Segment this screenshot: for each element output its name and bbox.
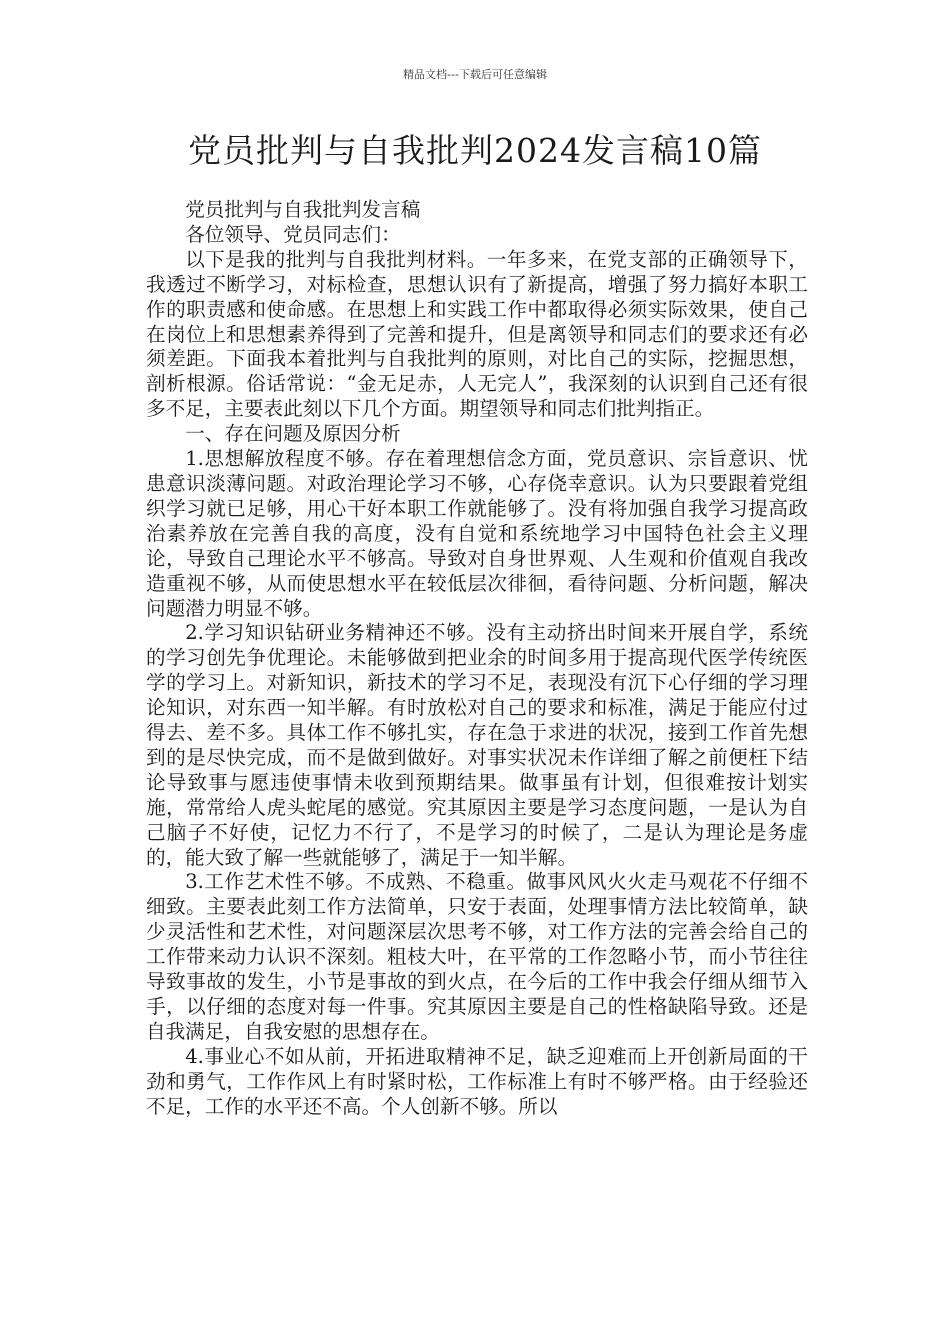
- body-paragraph-point-4: 4.事业心不如从前，开拓进取精神不足，缺乏迎难而上开创新局面的干劲和勇气，工作作风上有时紧时松，工作标准上有时不够严格。由于经验还不足，工作的水平还不高。个人创新不够。所以: [146, 1044, 808, 1118]
- document-body: [146, 198, 808, 1120]
- body-salutation: 各位领导、党员同志们：: [185, 222, 401, 246]
- document-title: 党员批判与自我批判2024发言稿10篇: [188, 131, 762, 170]
- body-paragraph-point-1: 1.思想解放程度不够。存在着理想信念方面，党员意识、宗旨意识、忧患意识淡薄问题。对政治理论学习不够，心存侥幸意识。认为只要跟着党组织学习就已足够，用心干好本职工作就能够了。没有将加强自我学习提高政治素养放在完善自我的高度，没有自觉和系统地学习中国特色社会主义理论，导致自己理论水平不够高。导致对自身世界观、人生观和价值观自我改造重视不够，从而使思想水平在较低层次徘徊，看待问题、分析问题，解决问题潜力明显不够。: [146, 447, 808, 620]
- body-paragraph-point-3: 3.工作艺术性不够。不成熟、不稳重。做事风风火火走马观花不仔细不细致。主要表此刻工作方法简单，只安于表面，处理事情方法比较简单，缺少灵活性和艺术性，对问题深层次思考不够，对工作方法的完善会给自己的工作带来动力认识不深刻。粗枝大叶，在平常的工作忽略小节，而小节往往导致事故的发生，小节是事故的到火点，在今后的工作中我会仔细从细节入手，以仔细的态度对每一件事。究其原因主要是自己的性格缺陷导致。还是自我满足，自我安慰的思想存在。: [146, 870, 808, 1043]
- body-paragraph-point-2: 2.学习知识钻研业务精神还不够。没有主动挤出时间来开展自学，系统的学习创先争优理论。未能够做到把业余的时间多用于提高现代医学传统医学的学习上。对新知识，新技术的学习不足，表现没有沉下心仔细的学习理论知识，对东西一知半解。有时放松对自己的要求和标准，满足于能应付过得去、差不多。具体工作不够扎实，存在急于求进的状况，接到工作首先想到的是尽快完成，而不是做到做好。对事实状况未作详细了解之前便枉下结论导致事与愿违使事情未收到预期结果。做事虽有计划，但很难按计划实施，常常给人虎头蛇尾的感觉。究其原因主要是学习态度问题，一是认为自己脑子不好使，记忆力不行了，不是学习的时候了，二是认为理论是务虚的，能大致了解一些就能够了，满足于一知半解。: [146, 621, 808, 869]
- page-header-note: 精品文档---下载后可任意编辑: [403, 68, 547, 81]
- section-heading: 一、存在问题及原因分析: [185, 422, 401, 446]
- body-subtitle: 党员批判与自我批判发言稿: [185, 198, 421, 221]
- body-paragraph-intro: 以下是我的批判与自我批判材料。一年多来，在党支部的正确领导下，我透过不断学习，对标检查，思想认识有了新提高，增强了努力搞好本职工作的职责感和使命感。在思想上和实践工作中都取得必须实际效果，使自己在岗位上和思想素养得到了完善和提升，但是离领导和同志们的要求还有必须差距。下面我本着批判与自我批判的原则，对比自己的实际，挖掘思想，剖析根源。俗话常说：“金无足赤，人无完人”，我深刻的认识到自己还有很多不足，主要表此刻以下几个方面。期望领导和同志们批判指正。: [146, 247, 808, 421]
